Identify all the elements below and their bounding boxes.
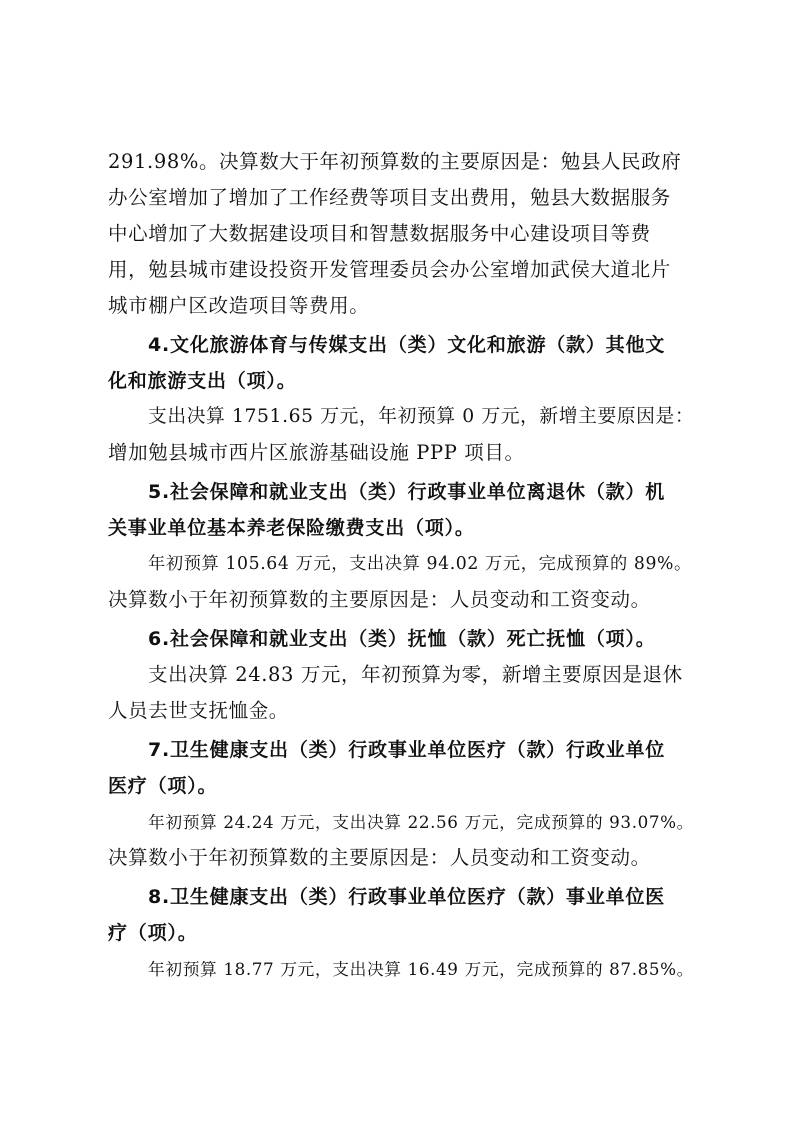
section-heading-6: 6.社会保障和就业支出（类）抚恤（款）死亡抚恤（项）。 (148, 628, 656, 650)
section-heading-7-cont: 医疗（项）。 (108, 775, 218, 797)
section-heading-4-cont: 化和旅游支出（项）。 (108, 370, 297, 392)
paragraph-line: 人员去世支抚恤金。 (108, 699, 289, 722)
paragraph-line: 决算数小于年初预算数的主要原因是：人员变动和工资变动。 (108, 588, 651, 611)
paragraph-line: 用，勉县城市建设投资开发管理委员会办公室增加武侯大道北片 (108, 258, 671, 281)
paragraph-line: 增加勉县城市西片区旅游基础设施 PPP 项目。 (108, 441, 525, 464)
paragraph-line: 办公室增加了增加了工作经费等项目支出费用，勉县大数据服务 (108, 186, 671, 209)
paragraph-line: 决算数小于年初预算数的主要原因是：人员变动和工资变动。 (108, 846, 651, 869)
paragraph-line: 年初预算 24.24 万元，支出决算 22.56 万元，完成预算的 93.07%。 (148, 812, 694, 832)
section-heading-5-cont: 关事业单位基本养老保险缴费支出（项）。 (108, 517, 475, 539)
section-heading-5: 5.社会保障和就业支出（类）行政事业单位离退休（款）机 (148, 481, 666, 503)
paragraph-line: 城市棚户区改造项目等费用。 (108, 294, 370, 317)
paragraph-line: 291.98%。决算数大于年初预算数的主要原因是：勉县人民政府 (108, 150, 682, 173)
paragraph-line: 支出决算 24.83 万元，年初预算为零，新增主要原因是退休 (148, 663, 683, 686)
paragraph-line: 中心增加了大数据建设项目和智慧数据服务中心建设项目等费 (108, 222, 651, 245)
section-heading-8-cont: 疗（项）。 (108, 922, 198, 944)
paragraph-line: 年初预算 18.77 万元，支出决算 16.49 万元，完成预算的 87.85%。 (148, 959, 694, 979)
section-heading-8: 8.卫生健康支出（类）行政事业单位医疗（款）事业单位医 (148, 886, 666, 908)
paragraph-line: 支出决算 1751.65 万元，年初预算 0 万元，新增主要原因是： (148, 406, 695, 427)
paragraph-line: 年初预算 105.64 万元，支出决算 94.02 万元，完成预算的 89%。 (148, 554, 692, 574)
section-heading-7: 7.卫生健康支出（类）行政事业单位医疗（款）行政业单位 (148, 739, 666, 761)
section-heading-4: 4.文化旅游体育与传媒支出（类）文化和旅游（款）其他文 (148, 334, 666, 356)
